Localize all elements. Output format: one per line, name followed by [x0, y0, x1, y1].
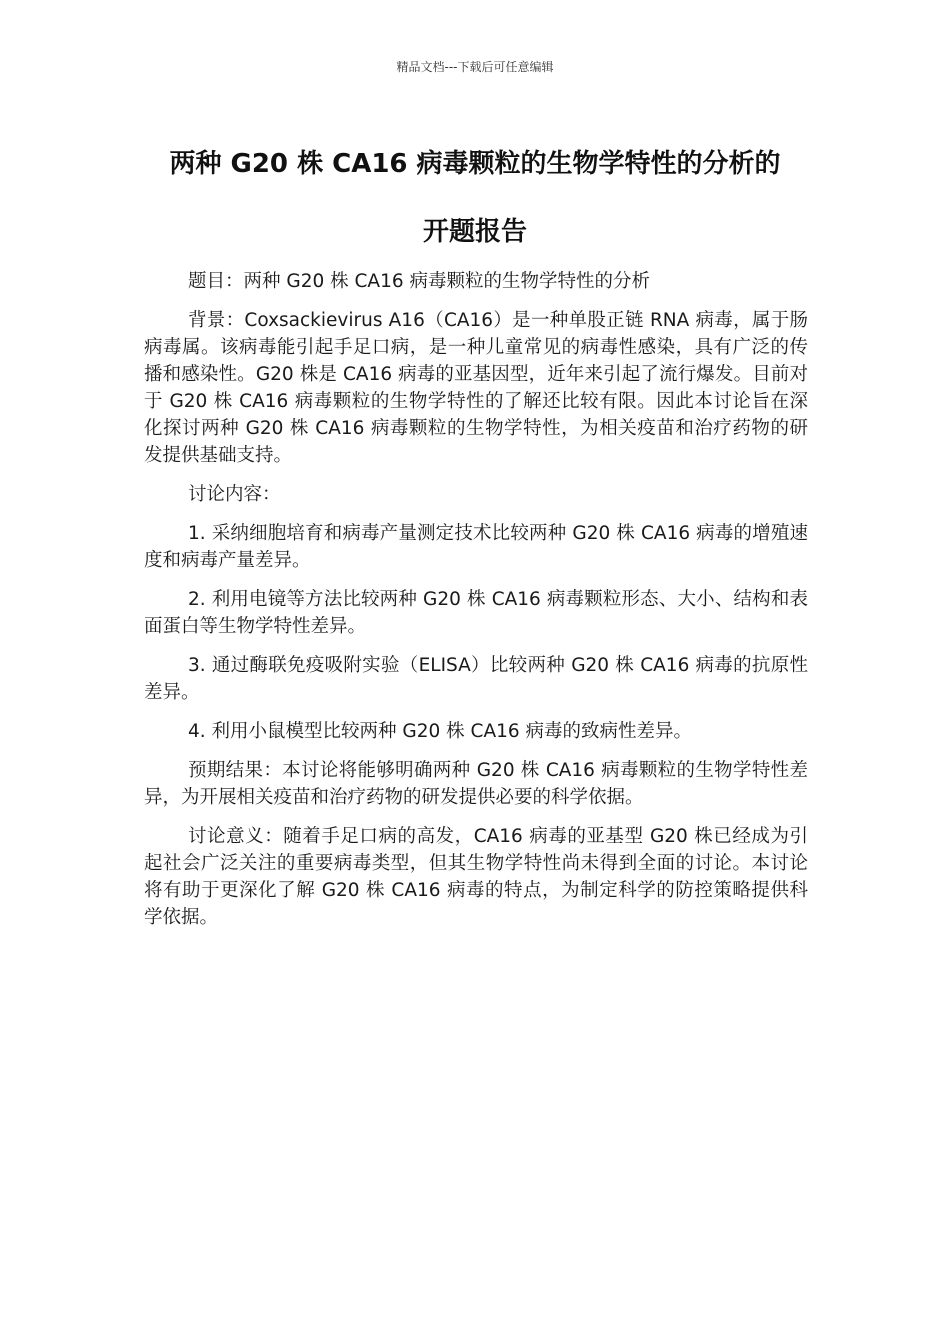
- document-title: [120, 130, 830, 266]
- content-item-2: 2. 利用电镜等方法比较两种 G20 株 CA16 病毒颗粒形态、大小、结构和表面蛋白等生物学特性差异。: [144, 589, 808, 637]
- content-heading: 讨论内容：: [188, 484, 281, 505]
- content-item-4: 4. 利用小鼠模型比较两种 G20 株 CA16 病毒的致病性差异。: [188, 721, 693, 742]
- content-item-3: 3. 通过酶联免疫吸附实验（ELISA）比较两种 G20 株 CA16 病毒的抗原性差异。: [144, 655, 808, 703]
- topic-paragraph: 题目：两种 G20 株 CA16 病毒颗粒的生物学特性的分析: [188, 271, 651, 292]
- background-paragraph: 背景：Coxsackievirus A16（CA16）是一种单股正链 RNA 病毒，属于肠病毒属。该病毒能引起手足口病，是一种儿童常见的病毒性感染，具有广泛的传播和感染性。G20 株是 CA16 病毒的亚基因型，近年来引起了流行爆发。目前对于 G20 株 CA16 病毒颗粒的生物学特性的了解还比较有限。因此本讨论旨在深化探讨两种 G20 株 CA16 病毒颗粒的生物学特性，为相关疫苗和治疗药物的研发提供基础支持。: [144, 310, 808, 466]
- content-item-1: 1. 采纳细胞培育和病毒产量测定技术比较两种 G20 株 CA16 病毒的增殖速度和病毒产量差异。: [144, 523, 808, 571]
- significance-paragraph: 讨论意义：随着手足口病的高发，CA16 病毒的亚基型 G20 株已经成为引起社会广泛关注的重要病毒类型，但其生物学特性尚未得到全面的讨论。本讨论将有助于更深化了解 G20 株 CA16 病毒的特点，为制定科学的防控策略提供科学依据。: [144, 826, 808, 928]
- title-line-1: 两种 G20 株 CA16 病毒颗粒的生物学特性的分析的: [169, 149, 781, 179]
- document-body: [144, 268, 808, 943]
- header-note: 精品文档---下载后可任意编辑: [396, 60, 554, 74]
- expected-results-paragraph: 预期结果：本讨论将能够明确两种 G20 株 CA16 病毒颗粒的生物学特性差异，为开展相关疫苗和治疗药物的研发提供必要的科学依据。: [144, 760, 808, 808]
- title-line-2: 开题报告: [422, 217, 527, 247]
